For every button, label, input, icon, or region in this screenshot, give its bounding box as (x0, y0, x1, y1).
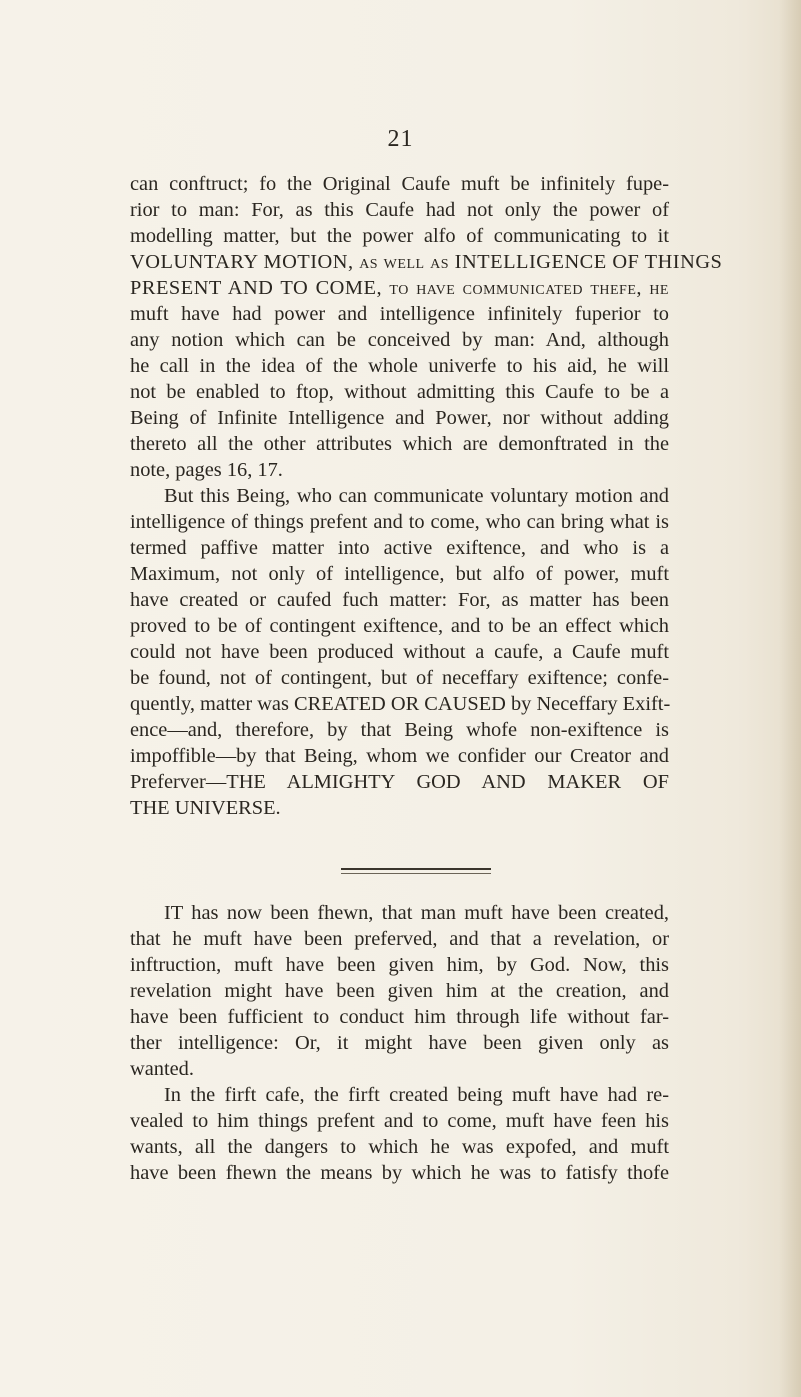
paragraph-start-line: IT has now been fhewn, that man muft have been created, (164, 902, 669, 924)
text-line: rior to man: For, as this Caufe had not only the power of (130, 199, 669, 221)
text-line: wants, all the dangers to which he was expofed, and muft (130, 1136, 669, 1158)
text-line: PRESENT AND TO COME, to have communicated thefe, he (130, 277, 669, 299)
text-line: have been fufficient to conduct him through life without far- (130, 1006, 669, 1028)
text-line: intelligence of things prefent and to come, who can bring what is (130, 511, 669, 533)
text-line: THE UNIVERSE. (130, 797, 281, 819)
text-line: proved to be of contingent exiftence, and to be an effect which (130, 615, 669, 637)
text-line: Being of Infinite Intelligence and Power, nor without adding (130, 407, 669, 429)
paragraph-start-line: But this Being, who can communicate voluntary motion and (164, 485, 669, 507)
text-line: vealed to him things prefent and to come, muft have feen his (130, 1110, 669, 1132)
section-divider (341, 868, 491, 874)
text-line: muft have had power and intelligence infinitely fuperior to (130, 303, 669, 325)
text-line: termed paffive matter into active exiftence, and who is a (130, 537, 669, 559)
text-line: quently, matter was CREATED OR CAUSED by Neceffary Exift- (130, 693, 671, 715)
text-line: Preferver—THE ALMIGHTY GOD AND MAKER OF (130, 771, 669, 793)
text-line: have been fhewn the means by which he was to fatisfy thofe (130, 1162, 669, 1184)
text-line: that he muft have been preferved, and that a revelation, or (130, 928, 669, 950)
text-line: have created or caufed fuch matter: For, as matter has been (130, 589, 669, 611)
text-line: VOLUNTARY MOTION, as well as INTELLIGENCE OF THINGS (130, 251, 723, 273)
text-line: ence—and, therefore, by that Being whofe non-exiftence is (130, 719, 669, 741)
text-line: inftruction, muft have been given him, by God. Now, this (130, 954, 669, 976)
text-line: Maximum, not only of intelligence, but alfo of power, muft (130, 563, 669, 585)
text-line: not be enabled to ftop, without admitting this Caufe to be a (130, 381, 669, 403)
page-number: 21 (387, 126, 414, 152)
text-line: he call in the idea of the whole univerfe to his aid, he will (130, 355, 669, 377)
text-line: can conftruct; fo the Original Caufe muft be infinitely fupe- (130, 173, 669, 195)
text-line: thereto all the other attributes which are demonftrated in the (130, 433, 669, 455)
text-line: modelling matter, but the power alfo of communicating to it (130, 225, 669, 247)
text-line: be found, not of contingent, but of neceffary exiftence; confe- (130, 667, 669, 689)
text-line: revelation might have been given him at the creation, and (130, 980, 669, 1002)
text-line: impoffible—by that Being, whom we confider our Creator and (130, 745, 669, 767)
text-line: note, pages 16, 17. (130, 459, 283, 481)
text-line: any notion which can be conceived by man: And, although (130, 329, 669, 351)
text-line: wanted. (130, 1058, 194, 1080)
text-line: could not have been produced without a caufe, a Caufe muft (130, 641, 669, 663)
text-line: ther intelligence: Or, it might have been given only as (130, 1032, 669, 1054)
page-edge-shadow (779, 0, 801, 1397)
paragraph-start-line: In the firft cafe, the firft created being muft have had re- (164, 1084, 669, 1106)
